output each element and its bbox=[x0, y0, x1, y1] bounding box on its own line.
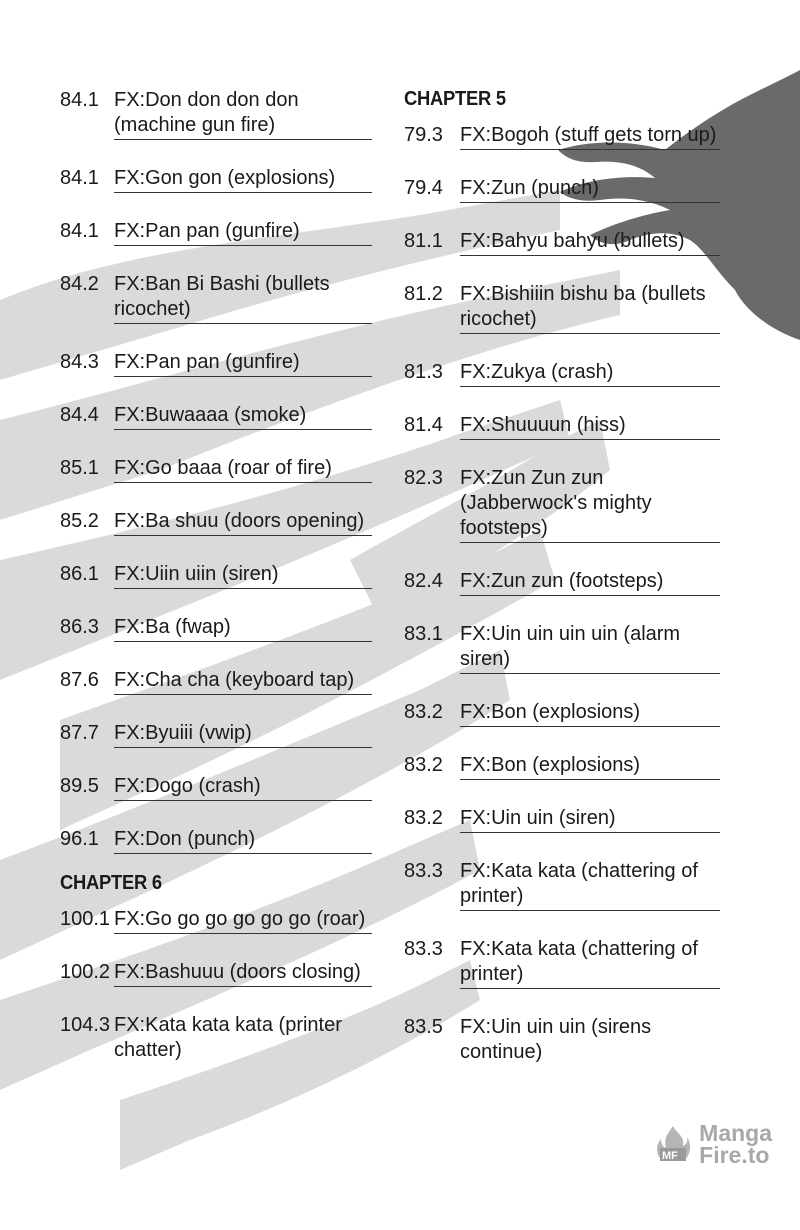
sfx-text: FX:Don (punch) bbox=[114, 827, 372, 854]
sfx-entry bbox=[60, 509, 372, 536]
sfx-text: FX:Ba shuu (doors opening) bbox=[114, 509, 372, 536]
page-ref: 83.3 bbox=[404, 860, 443, 882]
sfx-text: FX:Pan pan (gunfire) bbox=[114, 219, 372, 246]
watermark-line-1: Manga bbox=[699, 1120, 772, 1146]
sfx-text: FX:Bahyu bahyu (bullets) bbox=[460, 229, 720, 256]
page-ref: 83.5 bbox=[404, 1016, 443, 1038]
page-ref: 104.3 bbox=[60, 1014, 111, 1036]
page-ref: 82.4 bbox=[404, 570, 443, 592]
sfx-text: FX:Kata kata kata (printer chatter) bbox=[114, 1014, 342, 1061]
sfx-text: FX:Bon (explosions) bbox=[460, 700, 720, 727]
sfx-text: FX:Bon (explosions) bbox=[460, 753, 720, 780]
sfx-text: FX:Shuuuun (hiss) bbox=[460, 413, 720, 440]
sfx-entry bbox=[60, 827, 372, 854]
watermark-line-2: Fire.to bbox=[699, 1142, 770, 1168]
page-ref: 84.1 bbox=[60, 89, 99, 111]
sfx-text: FX:Bogoh (stuff gets torn up) bbox=[460, 123, 720, 150]
sfx-text: FX:Uiin uiin (siren) bbox=[114, 562, 372, 589]
page-ref: 81.4 bbox=[404, 414, 443, 436]
sfx-text: FX:Uin uin uin (sirens continue) bbox=[460, 1016, 652, 1063]
page-ref: 79.3 bbox=[404, 124, 443, 146]
sfx-entry bbox=[404, 229, 720, 256]
page-ref: 83.2 bbox=[404, 701, 443, 723]
chapter-6-heading: CHAPTER 6 bbox=[60, 872, 162, 894]
sfx-entry bbox=[404, 176, 720, 203]
page-ref: 100.1 bbox=[60, 908, 111, 930]
sfx-text: FX:Cha cha (keyboard tap) bbox=[114, 668, 372, 695]
page-ref: 81.1 bbox=[404, 230, 443, 252]
page-ref: 86.1 bbox=[60, 563, 99, 585]
sfx-entry bbox=[404, 622, 720, 674]
sfx-text: FX:Zun zun (footsteps) bbox=[460, 569, 720, 596]
sfx-text: FX:Uin uin uin uin (alarm siren) bbox=[460, 622, 720, 674]
page-ref: 84.4 bbox=[60, 404, 99, 426]
sfx-text: FX:Zukya (crash) bbox=[460, 360, 720, 387]
page-ref: 86.3 bbox=[60, 616, 99, 638]
page-ref: 79.4 bbox=[404, 177, 443, 199]
sfx-text: FX:Zun Zun zun (Jabberwock's mighty footsteps) bbox=[460, 466, 720, 543]
sfx-entry bbox=[60, 562, 372, 589]
sfx-entry bbox=[404, 859, 720, 911]
page-ref: 85.1 bbox=[60, 457, 99, 479]
page-ref: 81.3 bbox=[404, 361, 443, 383]
sfx-text: FX:Pan pan (gunfire) bbox=[114, 350, 372, 377]
sfx-entry bbox=[404, 282, 720, 334]
sfx-entry bbox=[404, 466, 720, 543]
sfx-entry bbox=[404, 753, 720, 780]
sfx-text: FX:Bashuuu (doors closing) bbox=[114, 960, 372, 987]
page-ref: 83.3 bbox=[404, 938, 443, 960]
page-ref: 100.2 bbox=[60, 961, 111, 983]
sfx-entry bbox=[60, 88, 372, 140]
page-ref: 85.2 bbox=[60, 510, 99, 532]
page-ref: 84.1 bbox=[60, 167, 99, 189]
sfx-entry bbox=[60, 774, 372, 801]
page-ref: 81.2 bbox=[404, 283, 443, 305]
sfx-entry bbox=[60, 1013, 372, 1064]
sfx-entry bbox=[404, 123, 720, 150]
right-column bbox=[404, 88, 720, 1092]
page-ref: 84.3 bbox=[60, 351, 99, 373]
sfx-entry bbox=[60, 456, 372, 483]
sfx-text: FX:Buwaaaa (smoke) bbox=[114, 403, 372, 430]
sfx-text: FX:Byuiii (vwip) bbox=[114, 721, 372, 748]
watermark-logo bbox=[653, 1122, 772, 1166]
sfx-entry bbox=[60, 615, 372, 642]
page-ref: 83.2 bbox=[404, 754, 443, 776]
sfx-entry bbox=[60, 403, 372, 430]
sfx-text: FX:Kata kata (chattering of printer) bbox=[460, 937, 720, 989]
sfx-text: FX:Zun (punch) bbox=[460, 176, 720, 203]
page-ref: 82.3 bbox=[404, 467, 443, 489]
sfx-entry bbox=[404, 569, 720, 596]
left-column bbox=[60, 88, 372, 1090]
page-ref: 96.1 bbox=[60, 828, 99, 850]
svg-text:MF: MF bbox=[662, 1150, 679, 1162]
sfx-entry bbox=[60, 219, 372, 246]
sfx-entry bbox=[404, 413, 720, 440]
sfx-text: FX:Bishiiin bishu ba (bullets ricochet) bbox=[460, 282, 720, 334]
chapter-5-heading: CHAPTER 5 bbox=[404, 88, 506, 110]
page-ref: 84.1 bbox=[60, 220, 99, 242]
sfx-text: FX:Gon gon (explosions) bbox=[114, 166, 372, 193]
sfx-text: FX:Don don don don (machine gun fire) bbox=[114, 88, 372, 140]
page-ref: 83.1 bbox=[404, 623, 443, 645]
sfx-entry bbox=[60, 960, 372, 987]
sfx-entry bbox=[404, 700, 720, 727]
sfx-entry bbox=[60, 721, 372, 748]
sfx-text: FX:Go go go go go go (roar) bbox=[114, 907, 372, 934]
sfx-entry bbox=[60, 668, 372, 695]
flame-logo-icon bbox=[653, 1124, 693, 1164]
page-ref: 87.6 bbox=[60, 669, 99, 691]
sfx-entry bbox=[60, 166, 372, 193]
sfx-entry bbox=[404, 360, 720, 387]
page-ref: 89.5 bbox=[60, 775, 99, 797]
sfx-text: FX:Ban Bi Bashi (bullets ricochet) bbox=[114, 272, 372, 324]
sfx-entry bbox=[60, 272, 372, 324]
sfx-entry bbox=[60, 350, 372, 377]
sfx-entry bbox=[404, 937, 720, 989]
page-ref: 87.7 bbox=[60, 722, 99, 744]
sfx-entry bbox=[404, 806, 720, 833]
page-ref: 84.2 bbox=[60, 273, 99, 295]
sfx-entry bbox=[60, 907, 372, 934]
sfx-text: FX:Ba (fwap) bbox=[114, 615, 372, 642]
page-ref: 83.2 bbox=[404, 807, 443, 829]
sfx-text: FX:Dogo (crash) bbox=[114, 774, 372, 801]
sfx-text: FX:Kata kata (chattering of printer) bbox=[460, 859, 720, 911]
sfx-entry bbox=[404, 1015, 720, 1066]
sfx-text: FX:Uin uin (siren) bbox=[460, 806, 720, 833]
sfx-text: FX:Go baaa (roar of fire) bbox=[114, 456, 372, 483]
